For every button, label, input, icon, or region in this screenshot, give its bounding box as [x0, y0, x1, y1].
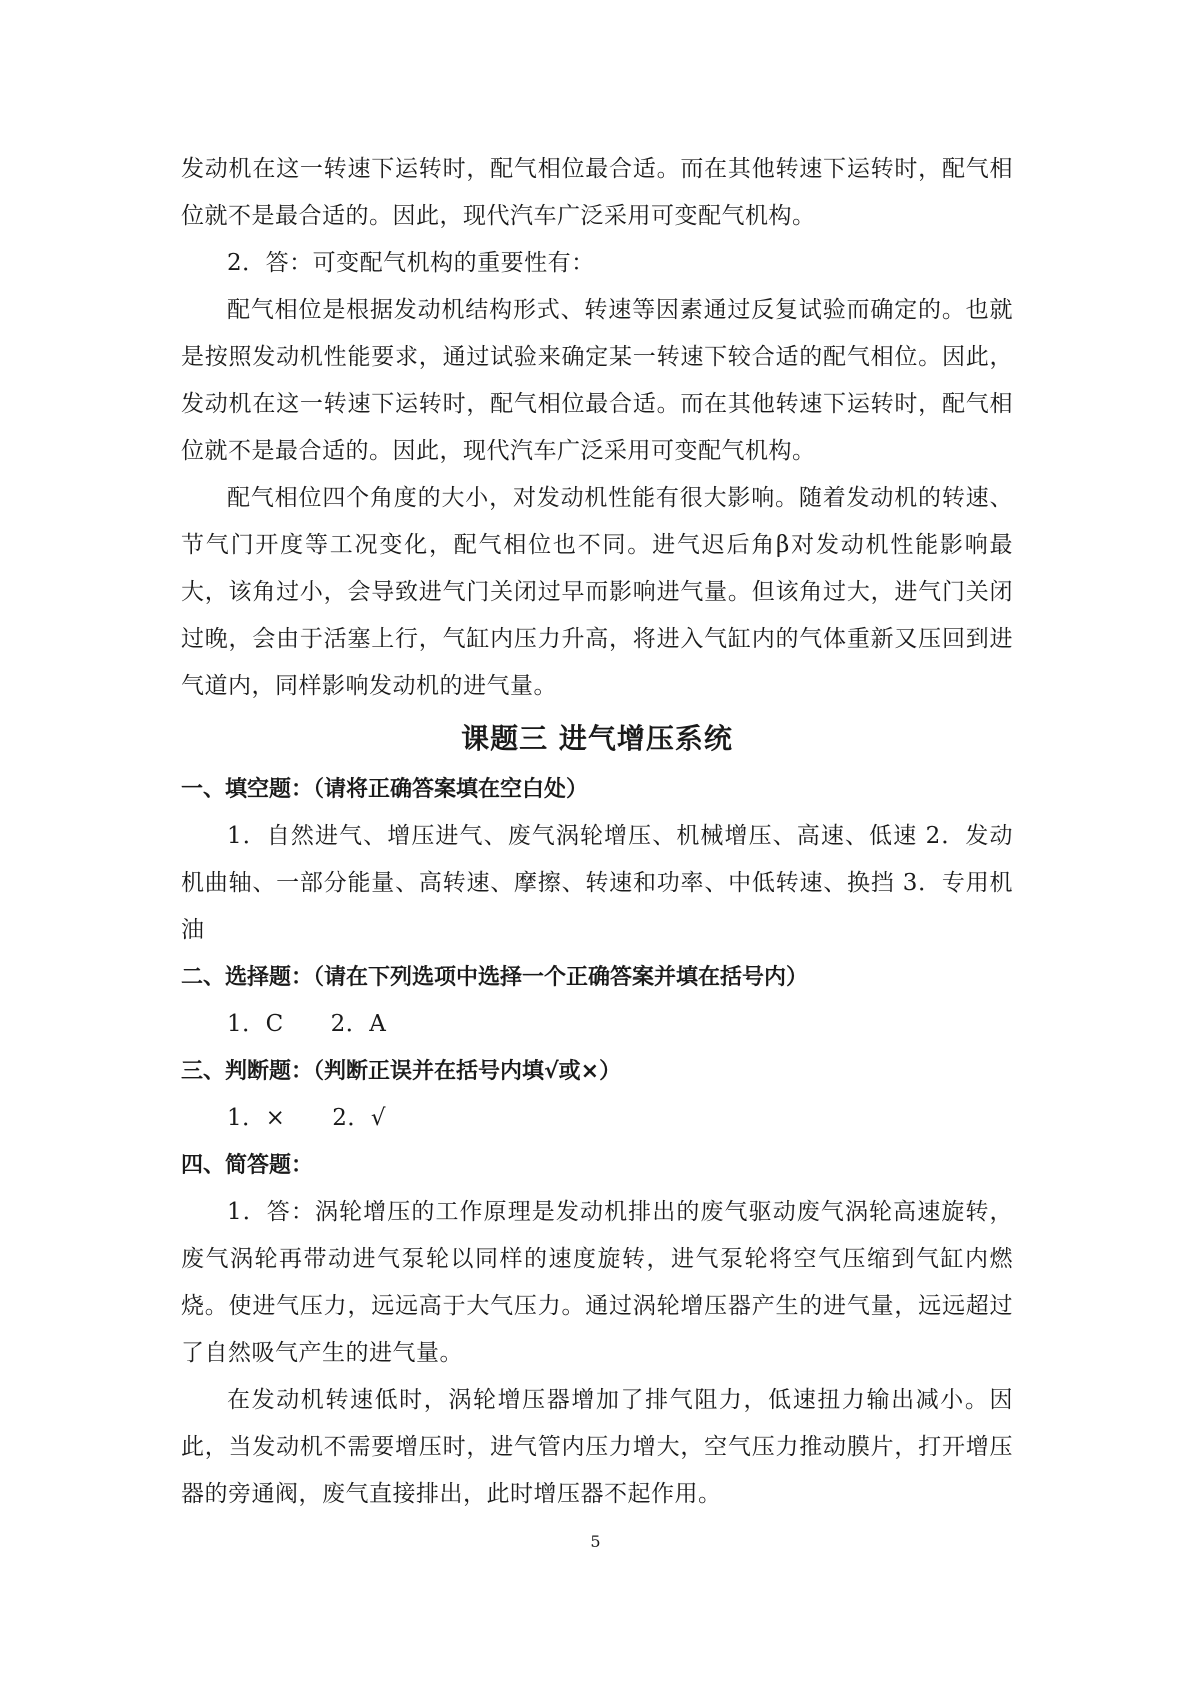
section-choice-heading: 二、选择题：（请在下列选项中选择一个正确答案并填在括号内） — [181, 965, 809, 990]
chapter-title: 课题三 进气增压系统 — [461, 722, 733, 755]
section-judge-answer: 1．× 2．√ — [227, 1105, 387, 1131]
page-content — [181, 146, 1013, 1518]
section-judge-heading: 三、判断题：（判断正误并在括号内填√或×） — [181, 1059, 622, 1084]
section-fill-blank-heading: 一、填空题：（请将正确答案填在空白处） — [181, 777, 589, 802]
paragraph-valve-timing: 配气相位是根据发动机结构形式、转速等因素通过反复试验而确定的。也就是按照发动机性能要求，通过试验来确定某一转速下较合适的配气相位。因此，发动机在这一转速下运转时，配气相位最合适。而在其他转速下运转时，配气相位就不是最合适的。因此，现代汽车广泛采用可变配气机构。 — [181, 297, 1013, 464]
section-short-answer-2: 在发动机转速低时，涡轮增压器增加了排气阻力，低速扭力输出减小。因此，当发动机不需要增压时，进气管内压力增大，空气压力推动膜片，打开增压器的旁通阀，废气直接排出，此时增压器不起作用。 — [181, 1387, 1013, 1507]
paragraph-continuation: 发动机在这一转速下运转时，配气相位最合适。而在其他转速下运转时，配气相位就不是最合适的。因此，现代汽车广泛采用可变配气机构。 — [181, 156, 1013, 229]
section-short-answer-1: 1．答：涡轮增压的工作原理是发动机排出的废气驱动废气涡轮高速旋转，废气涡轮再带动进气泵轮以同样的速度旋转，进气泵轮将空气压缩到气缸内燃烧。使进气压力，远远高于大气压力。通过涡轮增压器产生的进气量，远远超过了自然吸气产生的进气量。 — [181, 1199, 1013, 1366]
paragraph-valve-angles: 配气相位四个角度的大小，对发动机性能有很大影响。随着发动机的转速、节气门开度等工况变化，配气相位也不同。进气迟后角β对发动机性能影响最大，该角过小，会导致进气门关闭过早而影响进气量。但该角过大，进气门关闭过晚，会由于活塞上行，气缸内压力升高，将进入气缸内的气体重新又压回到进气道内，同样影响发动机的进气量。 — [181, 485, 1013, 699]
section-fill-blank-answer: 1．自然进气、增压进气、废气涡轮增压、机械增压、高速、低速 2．发动机曲轴、一部分能量、高转速、摩擦、转速和功率、中低转速、换挡 3．专用机油 — [181, 823, 1013, 943]
section-choice-answer: 1．C 2．A — [227, 1011, 387, 1037]
paragraph-answer-2-heading: 2．答：可变配气机构的重要性有： — [227, 250, 595, 276]
section-short-answer-heading: 四、简答题： — [181, 1153, 314, 1178]
page-number: 5 — [590, 1532, 601, 1551]
